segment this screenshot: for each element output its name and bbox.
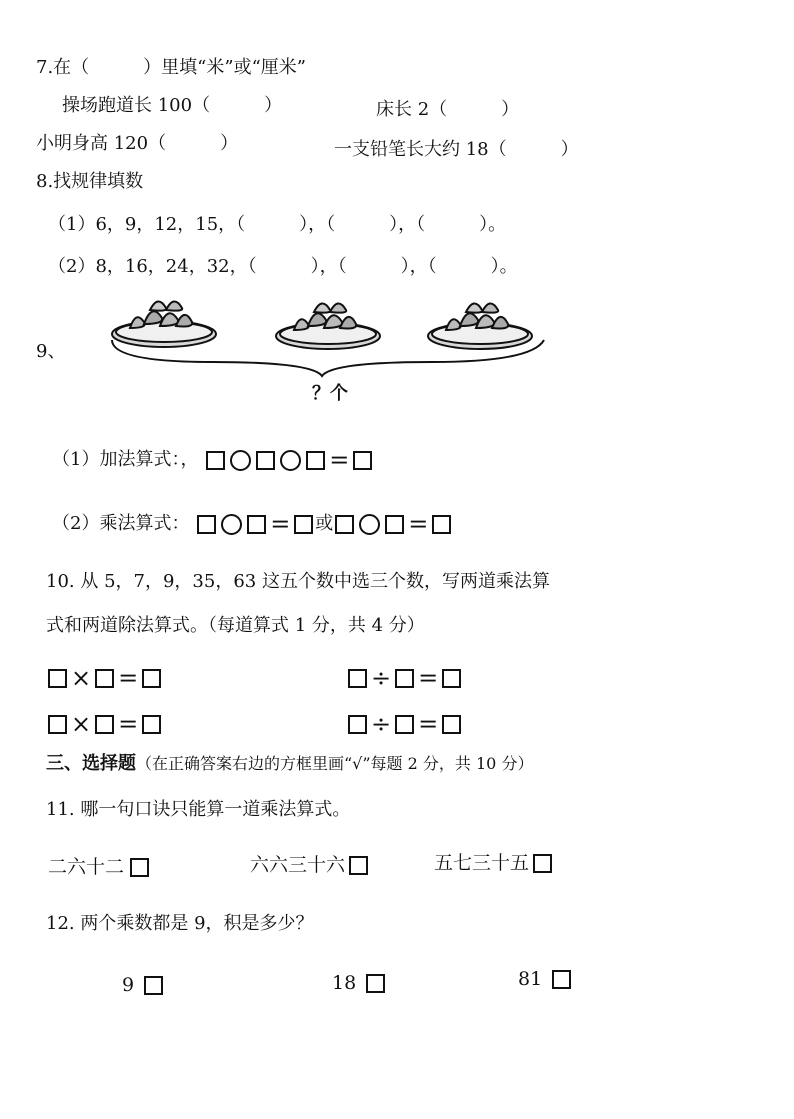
dumpling-plates-illustration [100, 288, 550, 378]
q10-multiplication-2 [46, 712, 163, 736]
q9-number: 9、 [36, 341, 66, 362]
section-note: （在正确答案右边的方框里画“√”每题 2 分，共 10 分） [136, 754, 534, 773]
operator-circle[interactable] [221, 514, 242, 535]
q10-division-1 [346, 666, 463, 690]
option-label: 18 [332, 972, 357, 994]
operator-circle[interactable] [280, 450, 301, 471]
q11-text: 11. 哪一句口诀只能算一道乘法算式。 [46, 799, 351, 820]
q9-question: ？个 [312, 383, 348, 404]
answer-checkbox[interactable] [533, 854, 552, 873]
option-label: 二六十二 [48, 856, 125, 878]
q7-title: 7.在（ ）里填“米”或“厘米” [36, 57, 306, 78]
q7-item-track: 操场跑道长 100（ ） [62, 95, 283, 116]
q11-option-3 [434, 850, 554, 875]
operator-circle[interactable] [230, 450, 251, 471]
q10-division-2 [346, 712, 463, 736]
equals-sign: = [118, 664, 139, 692]
option-label: 六六三十六 [250, 854, 346, 876]
q8-row-1: （1）6，9，12，15，（ ），（ ），（ ）。 [48, 214, 507, 235]
q9-multiplication-row [52, 512, 453, 536]
equals-sign: = [418, 664, 439, 692]
equals-sign: = [270, 510, 291, 538]
answer-checkbox[interactable] [366, 974, 385, 993]
plate-1 [112, 301, 216, 347]
answer-checkbox[interactable] [144, 976, 163, 995]
q11-option-1 [48, 854, 151, 879]
answer-box[interactable] [206, 451, 225, 470]
section-title: 三、选择题 [46, 753, 136, 774]
equals-sign: = [329, 446, 350, 474]
answer-box[interactable] [306, 451, 325, 470]
q8-title: 8.找规律填数 [36, 171, 144, 192]
answer-box[interactable] [95, 669, 114, 688]
operator-circle[interactable] [359, 514, 380, 535]
q10-line-2: 式和两道除法算式。（每道算式 1 分，共 4 分） [46, 615, 425, 636]
plate-3 [428, 303, 532, 349]
q12-option-1 [122, 972, 165, 997]
plate-2 [276, 303, 380, 349]
answer-box[interactable] [294, 515, 313, 534]
answer-box[interactable] [95, 715, 114, 734]
divide-sign: ÷ [371, 664, 392, 692]
answer-box[interactable] [385, 515, 404, 534]
answer-box[interactable] [197, 515, 216, 534]
answer-box[interactable] [442, 669, 461, 688]
q7-item-pencil: 一支铅笔长大约 18（ ） [334, 139, 579, 160]
answer-checkbox[interactable] [349, 856, 368, 875]
answer-box[interactable] [247, 515, 266, 534]
q7-item-bed: 床长 2（ ） [376, 99, 520, 120]
answer-box[interactable] [395, 715, 414, 734]
answer-box[interactable] [335, 515, 354, 534]
section-3-heading [46, 752, 533, 776]
answer-box[interactable] [256, 451, 275, 470]
divide-sign: ÷ [371, 710, 392, 738]
equals-sign: = [408, 510, 429, 538]
q12-text: 12. 两个乘数都是 9，积是多少？ [46, 913, 314, 934]
answer-box[interactable] [48, 715, 67, 734]
q8-row-2: （2）8，16，24，32，（ ），（ ），（ ）。 [48, 256, 518, 277]
q12-option-2 [332, 970, 387, 995]
answer-box[interactable] [348, 715, 367, 734]
or-text: 或 [315, 513, 334, 534]
q10-line-1: 10. 从 5，7，9，35，63 这五个数中选三个数，写两道乘法算 [46, 571, 550, 592]
q10-multiplication-1 [46, 666, 163, 690]
answer-box[interactable] [142, 715, 161, 734]
q11-option-2 [250, 852, 370, 877]
answer-box[interactable] [442, 715, 461, 734]
option-label: 81 [518, 968, 543, 990]
answer-checkbox[interactable] [552, 970, 571, 989]
answer-box[interactable] [432, 515, 451, 534]
answer-box[interactable] [348, 669, 367, 688]
q9-addition-row [52, 448, 374, 472]
addition-label: （1）加法算式：， [52, 449, 199, 470]
times-sign: × [71, 710, 92, 738]
answer-box[interactable] [353, 451, 372, 470]
q7-item-height: 小明身高 120（ ） [36, 133, 239, 154]
q12-option-3 [518, 966, 573, 991]
option-label: 五七三十五 [434, 852, 530, 874]
answer-box[interactable] [48, 669, 67, 688]
equals-sign: = [418, 710, 439, 738]
times-sign: × [71, 664, 92, 692]
answer-box[interactable] [142, 669, 161, 688]
equals-sign: = [118, 710, 139, 738]
option-label: 9 [122, 974, 135, 996]
answer-box[interactable] [395, 669, 414, 688]
answer-checkbox[interactable] [130, 858, 149, 877]
multiplication-label: （2）乘法算式： [52, 513, 190, 534]
